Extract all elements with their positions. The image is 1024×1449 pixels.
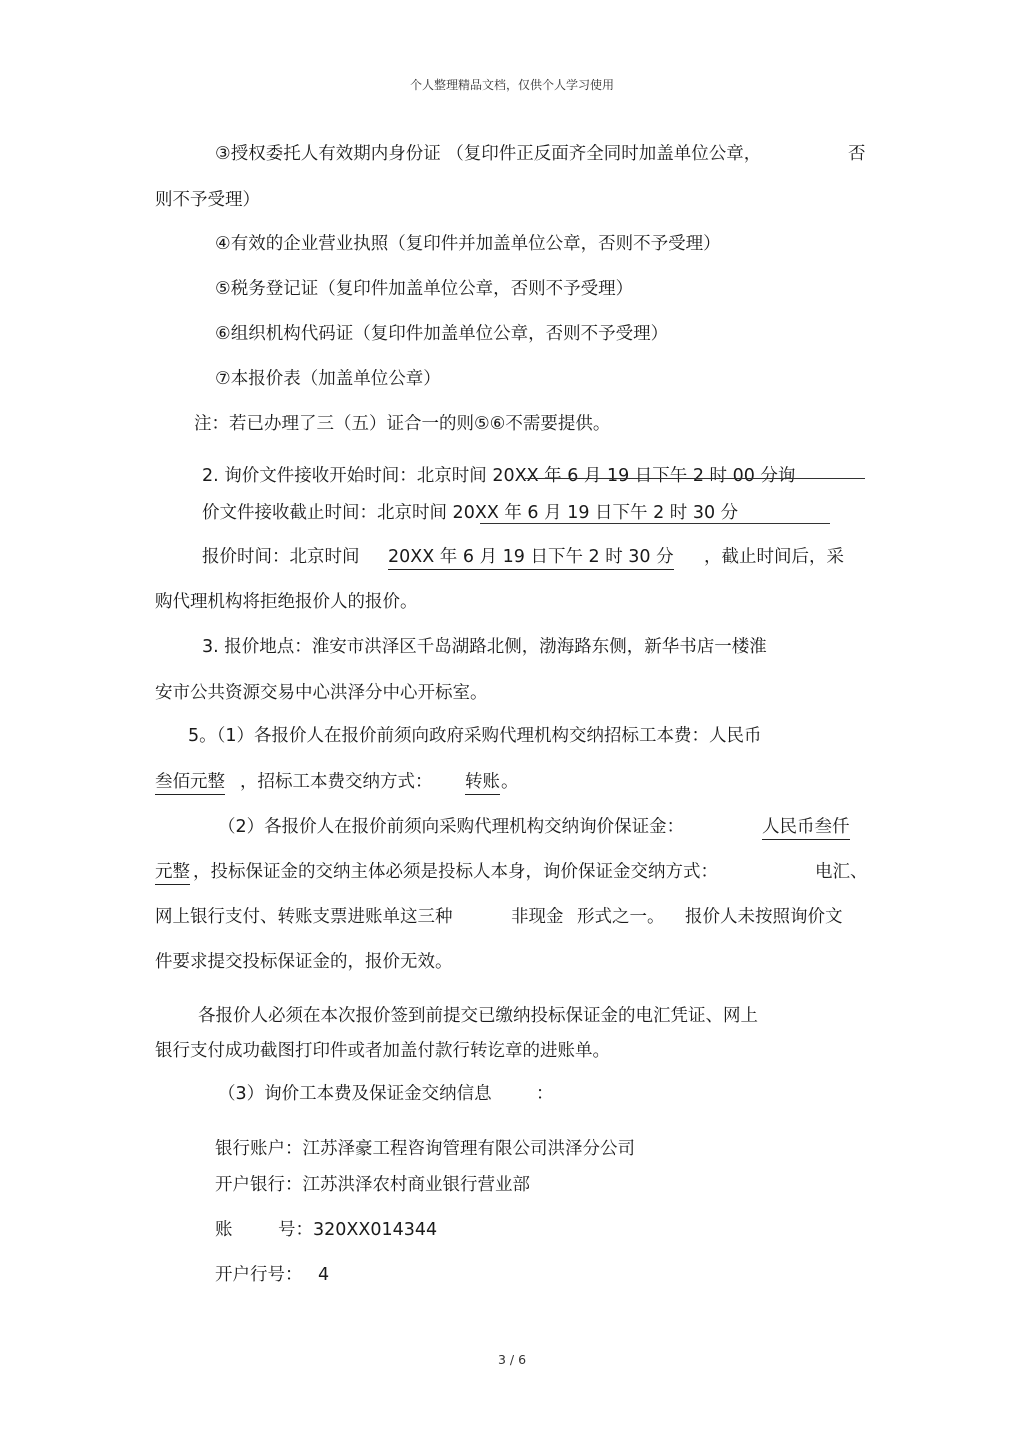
item-3-line2: 则不予受理） xyxy=(155,190,260,210)
section2-line3-tail: ，截止时间后，采 xyxy=(704,547,844,567)
item-7: ⑦本报价表（加盖单位公章） xyxy=(215,369,441,389)
section2-line3-label: 报价时间：北京时间 xyxy=(202,547,360,567)
section5-p2-line3c: 形式之一。 xyxy=(577,907,665,927)
section3-line1: 3. 报价地点：淮安市洪泽区千岛湖路北侧，渤海路东侧，新华书店一楼淮 xyxy=(202,637,767,657)
item-3-fou: 否 xyxy=(848,144,866,164)
section5-p4-colon: ： xyxy=(536,1084,554,1104)
section5-p2-dianhui: 电汇、 xyxy=(815,862,868,882)
section2-line4: 购代理机构将拒绝报价人的报价。 xyxy=(155,592,418,612)
deposit-amount-a: 人民币叁仟 xyxy=(762,816,850,840)
deposit-amount-b: 元整 xyxy=(155,861,190,885)
section5-p1-line1: 5。（1）各报价人在报价前须向政府采购代理机构交纳招标工本费：人民币 xyxy=(188,726,762,746)
quote-time: 20XX 年 6 月 19 日下午 2 时 30 分 xyxy=(388,546,674,570)
section5-p1-mid: ，招标工本费交纳方式： xyxy=(240,772,433,792)
item-4: ④有效的企业营业执照（复印件并加盖单位公章，否则不予受理） xyxy=(215,234,721,254)
note: 注：若已办理了三（五）证合一的则⑤⑥不需要提供。 xyxy=(194,414,611,434)
account-number: 号：320XX014344 xyxy=(278,1220,438,1240)
section5-p2-line1: （2）各报价人在报价前须向采购代理机构交纳询价保证金： xyxy=(218,817,685,837)
section5-p3-line2: 银行支付成功截图打印件或者加盖付款行转讫章的进账单。 xyxy=(155,1041,610,1061)
page-header: 个人整理精品文档，仅供个人学习使用 xyxy=(409,78,614,92)
section5-p2-line2: ，投标保证金的交纳主体必须是投标人本身，询价保证金交纳方式： xyxy=(193,862,718,882)
fee-method: 转账 xyxy=(465,771,500,795)
underline-rule xyxy=(480,523,830,524)
bank-name: 开户银行：江苏洪泽农村商业银行营业部 xyxy=(215,1175,530,1195)
item-3-line1: ③授权委托人有效期内身份证 （复印件正反面齐全同时加盖单位公章， xyxy=(215,144,762,164)
section5-p2-line4: 件要求提交投标保证金的，报价无效。 xyxy=(155,952,453,972)
bank-code-value: 4 xyxy=(318,1265,330,1285)
item-5: ⑤税务登记证（复印件加盖单位公章，否则不予受理） xyxy=(215,279,634,299)
page-number: 3 / 6 xyxy=(497,1352,527,1367)
section2-line1: 2. 询价文件接收开始时间：北京时间 20XX 年 6 月 19 日下午 2 时 00 分询 xyxy=(202,466,796,486)
section5-p1-end: 。 xyxy=(501,772,519,792)
fee-amount: 叁佰元整 xyxy=(155,771,225,795)
section2-line2: 价文件接收截止时间：北京时间 20XX 年 6 月 19 日下午 2 时 30 分 xyxy=(202,503,739,523)
section5-p4-title: （3）询价工本费及保证金交纳信息 xyxy=(218,1084,492,1104)
section5-p2-line3d: 报价人未按照询价文 xyxy=(685,907,843,927)
section3-line2: 安市公共资源交易中心洪泽分中心开标室。 xyxy=(155,683,488,703)
account-label: 账 xyxy=(215,1220,233,1240)
strike-line xyxy=(525,478,865,479)
section5-p2-line3b: 非现金 xyxy=(511,907,564,927)
bank-code-label: 开户行号： xyxy=(215,1265,303,1285)
section5-p2-line3a: 网上银行支付、转账支票进账单这三种 xyxy=(155,907,453,927)
bank-account-name: 银行账户：江苏泽豪工程咨询管理有限公司洪泽分公司 xyxy=(215,1139,635,1159)
section5-p3-line1: 各报价人必须在本次报价签到前提交已缴纳投标保证金的电汇凭证、网上 xyxy=(198,1006,758,1026)
item-6: ⑥组织机构代码证（复印件加盖单位公章，否则不予受理） xyxy=(215,324,669,344)
